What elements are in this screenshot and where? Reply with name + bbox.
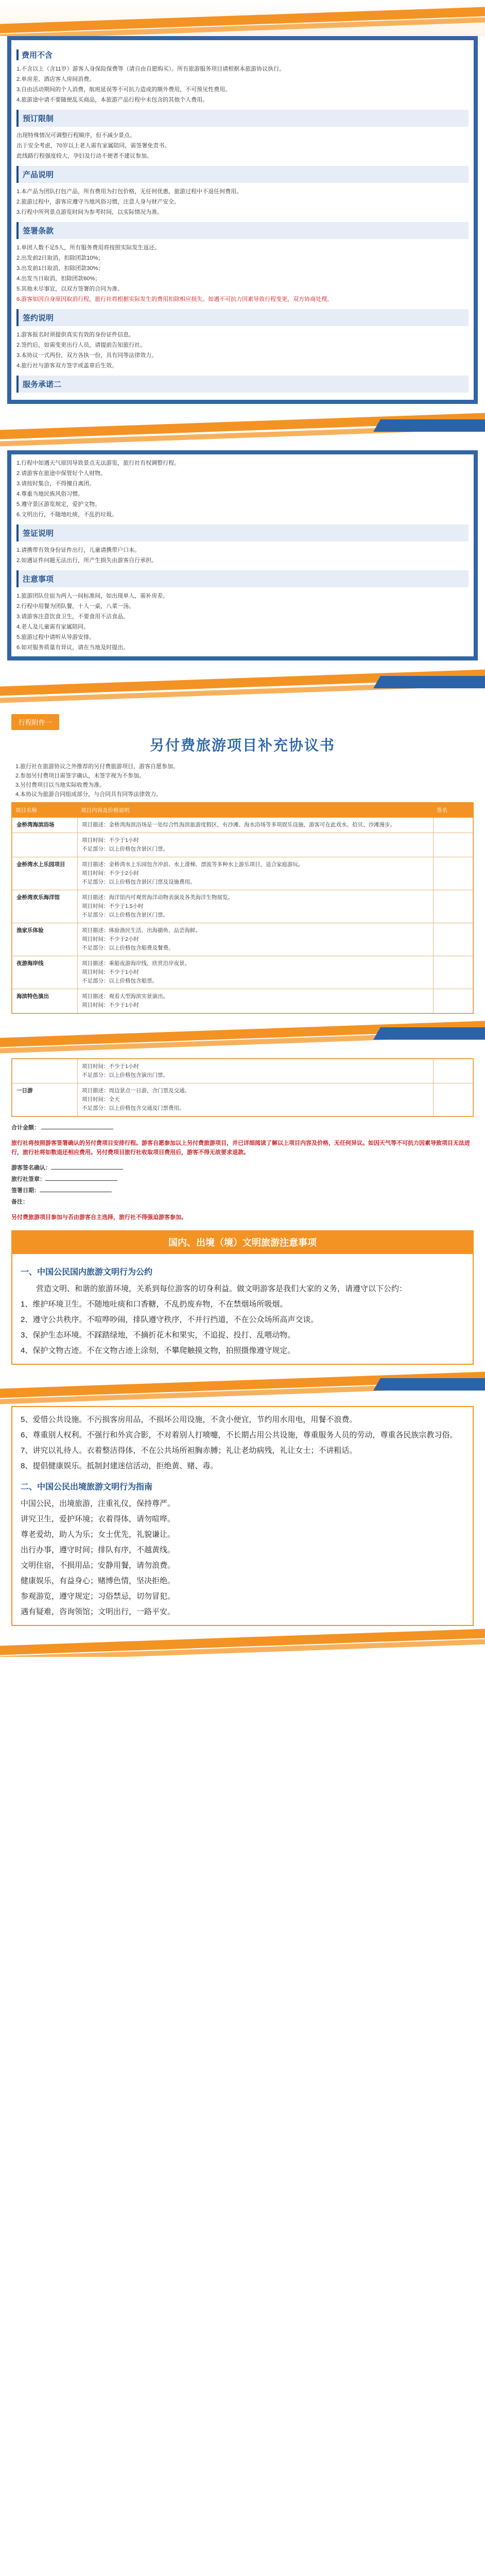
section-text: 3.行程中所列景点游览时间为参考时间，以实际情况为准。 <box>16 209 163 215</box>
intro-line: 1.旅行社在旅游协议之外推荐的另付费旅游项目，游客自愿参加。 <box>15 764 179 770</box>
section-text: 1.游客报名时须提供真实有效的身份证件信息。 <box>16 332 135 338</box>
table-row <box>12 1083 473 1116</box>
table-row <box>12 956 473 989</box>
civilization-rule: 文明住宿，不损用品；安静用餐，请勿浪费。 <box>21 1561 176 1570</box>
section-title: 预订限制 <box>16 110 469 127</box>
intro-line: 4.本协议为旅游合同组成部分，与合同具有同等法律效力。 <box>15 791 162 798</box>
table-row <box>12 890 473 923</box>
section-text: 1.旅游团队住宿为两人一间标准间，如出现单人，需补房差。 <box>16 593 169 599</box>
civilization-item: 2、遵守公共秩序。不喧哗吵闹，排队遵守秩序，不并行挡道，不在公众场所高声交谈。 <box>21 1315 319 1324</box>
decoration-band <box>0 1014 485 1055</box>
agreement-table-continued <box>11 1058 474 1117</box>
civilization-heading: 二、中国公民出境旅游文明行为指南 <box>21 1483 153 1492</box>
total-label: 合计金额： <box>11 1125 40 1131</box>
civilization-item: 6、尊重别人权利。不强行和外宾合影，不对着别人打喷嚏，不长期占用公共设施，尊重服务人员的劳动，尊重各民族宗教习俗。 <box>21 1431 458 1439</box>
section-text: 出于安全考虑，70岁以上老人需有家属陪同，需签署免责书。 <box>16 143 170 149</box>
section-text: 6.文明出行，不随地吐痰，不乱扔垃圾。 <box>16 512 118 518</box>
decoration-band <box>0 1365 485 1406</box>
civilization-item: 3、保护生态环境。不踩踏绿地，不摘折花木和果实，不追捉、投打、乱喂动物。 <box>21 1331 296 1340</box>
section-text: 2.请游客在旅途中保管好个人财物。 <box>16 470 107 477</box>
civilization-banner: 国内、出境（境）文明旅游注意事项 <box>11 1230 474 1254</box>
section-title: 注意事项 <box>16 570 469 587</box>
project-description: 项目描述：观看大型海滨实景演出。 项目时间：不少于1小时 <box>78 989 434 1013</box>
civilization-item: 7、讲究以礼待人。衣着整洁得体，不在公共场所袒胸赤膊；礼让老幼病残，礼让女士；不讲粗话。 <box>21 1446 357 1455</box>
section-text: 3.自由活动期间的个人消费，航班延误等不可抗力造成的额外费用，不可预见性费用。 <box>16 87 231 93</box>
tourist-sign-field[interactable] <box>51 1169 123 1170</box>
section-text: 5.其他未尽事宜，以双方签署的合同为准。 <box>16 286 124 292</box>
agreement-intro <box>15 762 470 799</box>
signature-cell[interactable] <box>434 890 473 923</box>
section-text: 4.旅行社与游客双方签字或盖章后生效。 <box>16 363 118 369</box>
signature-cell[interactable] <box>434 857 473 890</box>
table-row <box>12 989 473 1013</box>
project-description: 项目描述：金桥湾海滨浴场是一处综合性海滨旅游度假区，有沙滩、海水浴场等多项娱乐设施，游客可在此戏水、拾贝、沙滩漫步。 <box>78 818 434 833</box>
signature-block <box>11 1162 474 1208</box>
agreement-warning: 旅行社将按照游客签署确认的另付费项目安排行程。游客自愿参加以上另付费旅游项目，并已详细阅读了解以上项目内容及价格，无任何异议。如因天气等不可抗力因素导致项目无法进行，旅行社将如数退还相应费用。另付费项目旅行社收取项目费用后，游客不得无故要求退款。 <box>11 1140 470 1156</box>
section-text: 2.签约后，如需变更出行人员，请提前告知旅行社。 <box>16 342 146 348</box>
civilization-rule: 参观游览，遵守规定；习俗禁忌，切勿冒犯。 <box>21 1592 176 1601</box>
project-name: 海滨特色演出 <box>12 989 78 1013</box>
table-row <box>12 923 473 956</box>
column-header: 签名 <box>434 803 473 818</box>
top-decoration-band <box>0 0 485 36</box>
section-text: 1.单团人数不足5人，所有服务费用将按照实际发生返还。 <box>16 245 161 251</box>
project-name <box>12 833 78 857</box>
civilization-item: 4、保护文物古迹。不在文物古迹上涂刻，不攀爬触摸文物，拍照摄像遵守规定。 <box>21 1346 296 1355</box>
signature-cell[interactable] <box>434 923 473 956</box>
signature-cell[interactable] <box>434 1059 473 1083</box>
project-description: 项目描述：乘船夜游海岸线，欣赏沿岸夜景。 项目时间：不少于1小时 不足部分：以上价格包含船票。 <box>78 956 434 989</box>
signature-cell[interactable] <box>434 989 473 1013</box>
section-text: 4.出发当日取消，扣除团款60%； <box>16 276 101 282</box>
project-name: 金桥湾欢乐海洋馆 <box>12 890 78 923</box>
signature-cell[interactable] <box>434 833 473 857</box>
section-text: 1.行程中如遇天气原因导致景点无法游览，旅行社有权调整行程。 <box>16 460 180 466</box>
section-title: 签证说明 <box>16 524 469 541</box>
section-text: 1.本产品为团队打包产品，所有费用为打包价格，无任何优惠，旅游过程中不退任何费用。 <box>16 189 242 195</box>
table-row <box>12 857 473 890</box>
terms-panel-1 <box>7 36 478 404</box>
intro-line: 3.另付费项目以当地实际收费为准。 <box>15 782 106 788</box>
project-description: 项目时间：不少于1小时 不足部分：以上价格包含演出门票。 <box>78 1059 434 1083</box>
signature-cell[interactable] <box>434 956 473 989</box>
project-description: 项目描述：周边景点一日游，含门票及交通。 项目时间：全天 不足部分：以上价格包含交通及门票费用。 <box>78 1083 434 1116</box>
agreement-title: 另付费旅游项目补充协议书 <box>149 737 335 753</box>
civilization-rule: 中国公民，出境旅游，注重礼仪，保持尊严。 <box>21 1499 176 1508</box>
civilization-heading: 一、中国公民国内旅游文明行为公约 <box>21 1268 153 1277</box>
civilization-intro: 营造文明、和谐的旅游环境，关系到每位游客的切身利益。做文明游客是我们大家的义务，请遵守以下公约： <box>36 1284 407 1293</box>
date-label: 签署日期： <box>11 1188 40 1194</box>
column-header: 项目内容及价格说明 <box>78 803 434 818</box>
signature-cell[interactable] <box>434 1083 473 1116</box>
project-description: 项目时间：不少于1小时 不足部分：以上价格包含景区门票。 <box>78 833 434 857</box>
section-title: 费用不含 <box>16 49 469 60</box>
section-text: 5.遵守景区游览规定，爱护文物。 <box>16 501 101 507</box>
section-title: 签约说明 <box>16 309 469 326</box>
terms-panel-2 <box>7 450 478 660</box>
section-text: 3.请游客注意饮食卫生，不要食用不洁食品。 <box>16 614 129 620</box>
section-title: 产品说明 <box>16 166 469 183</box>
section-text: 1.请携带有效身份证件出行，儿童请携带户口本。 <box>16 547 141 553</box>
note-label: 备注： <box>11 1199 28 1205</box>
civilization-rule: 讲究卫生，爱护环境；衣着得体，请勿喧哗。 <box>21 1515 176 1523</box>
section-text: 此线路行程强度较大，孕妇及行动不便者不建议参加。 <box>16 153 152 159</box>
civilization-body-continued <box>11 1406 474 1626</box>
project-name: 渔家乐体验 <box>12 923 78 956</box>
agreement-note: 另付费旅游项目参加与否由游客自主选择，旅行社不得强迫游客参加。 <box>11 1214 187 1221</box>
section-text-warning: 6.游客如因自身原因取消行程，旅行社将根据实际发生的费用扣除相应损失。如遇不可抗力因素导致行程变更，双方协商处理。 <box>16 296 333 302</box>
section-text: 3.本协议一式两份，双方各执一份，具有同等法律效力。 <box>16 352 158 359</box>
civilization-body <box>11 1254 474 1365</box>
civilization-item: 5、爱惜公共设施。不污损客房用品，不损坏公用设施，不贪小便宜，节约用水用电，用餐不浪费。 <box>21 1415 357 1424</box>
section-text: 3.出发前1日取消，扣除团款30%； <box>16 265 104 272</box>
table-row <box>12 1059 473 1083</box>
agency-sign-label: 旅行社签章： <box>11 1176 45 1182</box>
section-text: 2.如遇证件问题无法出行，所产生损失由游客自行承担。 <box>16 557 158 564</box>
section-title: 签署条款 <box>16 222 469 239</box>
civilization-rule: 遇有疑难，咨询领馆；文明出行，一路平安。 <box>21 1607 176 1616</box>
agreement-table <box>11 802 474 1014</box>
table-row <box>12 833 473 857</box>
tourist-sign-label: 游客签名确认： <box>11 1165 51 1171</box>
column-header: 项目名称 <box>12 803 78 818</box>
project-name: 金桥湾海滨浴场 <box>12 818 78 833</box>
signature-cell[interactable] <box>434 818 473 833</box>
decoration-band <box>0 660 485 707</box>
section-text: 4.旅游途中请不要随便乱买商品，本旅游产品行程中未包含的其他个人费用。 <box>16 97 209 103</box>
section-text: 2.旅游过程中，游客应遵守当地风俗习惯，注意人身与财产安全。 <box>16 199 180 205</box>
section-text: 5.旅游过程中请听从导游安排。 <box>16 634 95 640</box>
attachment-tag: 行程附件一 <box>11 714 59 730</box>
project-description: 项目描述：体验渔民生活，出海捕鱼、品尝海鲜。 项目时间：不少于2小时 不足部分：以上价格包含船费及餐费。 <box>78 923 434 956</box>
civilization-item: 8、提倡健康娱乐。抵制封建迷信活动，拒绝黄、赌、毒。 <box>21 1462 218 1470</box>
agreement-section <box>0 707 485 1014</box>
intro-line: 2.参加另付费项目需签字确认，未签字视为不参加。 <box>15 773 145 779</box>
civilization-rule: 尊老爱幼，助人为乐；女士优先，礼貌谦让。 <box>21 1530 176 1539</box>
footer-band <box>0 1626 485 1657</box>
decoration-band <box>0 404 485 450</box>
section-text: 2.出发前2日取消，扣除团款10%； <box>16 255 104 261</box>
section-text: 2.行程中用餐为团队餐，十人一桌，八菜一汤。 <box>16 603 135 609</box>
section-text: 1.不含以上（含11岁）游客人身保险保费等（请自由自愿购买）。所有旅游服务项目请根据本旅游协议执行。 <box>16 66 285 72</box>
section-text: 6.如对服务质量有异议，请在当地及时提出。 <box>16 645 129 651</box>
project-name <box>12 1059 78 1083</box>
civilization-item: 1、维护环境卫生。不随地吐痰和口香糖，不乱扔废弃物，不在禁烟场所吸烟。 <box>21 1300 288 1309</box>
civilization-rule: 健康娱乐，有益身心；赌博色情，坚决拒绝。 <box>21 1577 176 1585</box>
section-text: 2.单房差、酒店客人房间消费。 <box>16 76 95 82</box>
project-name: 金桥湾水上乐园项目 <box>12 857 78 890</box>
project-name: 夜游海岸线 <box>12 956 78 989</box>
civilization-rule: 出行办事，遵守时间；排队有序，不越黄线。 <box>21 1546 176 1554</box>
project-description: 项目描述：海洋馆内可观赏海洋动物表演及各类海洋生物展览。 项目时间：不少于1.5小时 不足部分：以上价格包含景区门票。 <box>78 890 434 923</box>
total-amount <box>11 1122 474 1133</box>
section-text: 出现特殊情况可调整行程顺序，但不减少景点。 <box>16 132 135 139</box>
section-title: 服务承诺二 <box>16 376 469 393</box>
project-name: 一日游 <box>12 1083 78 1116</box>
agency-sign-field[interactable] <box>45 1180 117 1181</box>
table-row <box>12 818 473 833</box>
section-text: 4.尊重当地民族风俗习惯。 <box>16 491 84 497</box>
project-description: 项目描述：金桥湾水上乐园包含冲浪、水上滑梯、漂流等多种水上游乐项目，适合家庭游玩。 项目时间：不少于2小时 不足部分：以上价格包含景区门票及设施费用。 <box>78 857 434 890</box>
section-text: 3.请按时集合，不得擅自离团。 <box>16 481 95 487</box>
section-text: 4.老人及儿童需有家属陪同。 <box>16 624 90 630</box>
